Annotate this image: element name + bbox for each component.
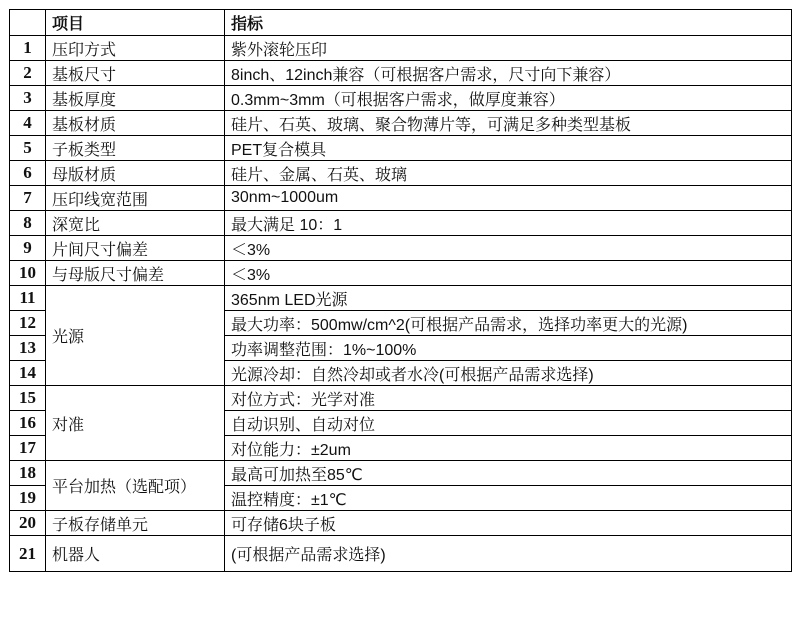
header-num [10, 10, 46, 36]
row-item-group-heating: 平台加热（选配项） [46, 461, 225, 511]
row-num: 21 [10, 536, 46, 572]
row-num: 19 [10, 486, 46, 511]
row-spec: 自动识别、自动对位 [225, 411, 792, 436]
table-row [10, 261, 792, 286]
table-row [10, 136, 792, 161]
row-item-group-light: 光源 [46, 286, 225, 386]
row-item: 片间尺寸偏差 [46, 236, 225, 261]
row-num: 6 [10, 161, 46, 186]
header-spec: 指标 [225, 10, 792, 36]
row-num: 20 [10, 511, 46, 536]
row-num: 18 [10, 461, 46, 486]
row-num: 9 [10, 236, 46, 261]
row-item: 基板材质 [46, 111, 225, 136]
row-item: 压印方式 [46, 36, 225, 61]
table-row [10, 86, 792, 111]
row-num: 7 [10, 186, 46, 211]
table-row [10, 111, 792, 136]
row-spec: 对位方式：光学对准 [225, 386, 792, 411]
row-spec: 温控精度：±1℃ [225, 486, 792, 511]
table-row [10, 236, 792, 261]
row-num: 12 [10, 311, 46, 336]
row-num: 4 [10, 111, 46, 136]
row-item: 基板厚度 [46, 86, 225, 111]
row-num: 10 [10, 261, 46, 286]
row-spec: 0.3mm~3mm（可根据客户需求，做厚度兼容） [225, 86, 792, 111]
row-num: 13 [10, 336, 46, 361]
row-spec: 光源冷却：自然冷却或者水冷(可根据产品需求选择) [225, 361, 792, 386]
row-item: 子板存储单元 [46, 511, 225, 536]
row-num: 11 [10, 286, 46, 311]
table-row [10, 386, 792, 411]
table-header-row [10, 10, 792, 36]
row-spec: 最大满足 10：1 [225, 211, 792, 236]
table-row [10, 461, 792, 486]
row-num: 2 [10, 61, 46, 86]
table-row [10, 61, 792, 86]
row-item: 基板尺寸 [46, 61, 225, 86]
row-num: 1 [10, 36, 46, 61]
row-spec: 硅片、石英、玻璃、聚合物薄片等，可满足多种类型基板 [225, 111, 792, 136]
table-row [10, 511, 792, 536]
row-item: 深宽比 [46, 211, 225, 236]
row-spec: 最高可加热至85℃ [225, 461, 792, 486]
header-item: 项目 [46, 10, 225, 36]
table-row [10, 186, 792, 211]
row-spec: 365nm LED光源 [225, 286, 792, 311]
row-spec: (可根据产品需求选择) [225, 536, 792, 572]
row-num: 8 [10, 211, 46, 236]
row-item: 压印线宽范围 [46, 186, 225, 211]
table-row [10, 536, 792, 572]
row-item-group-alignment: 对准 [46, 386, 225, 461]
table-row [10, 286, 792, 311]
row-spec: ＜3% [225, 261, 792, 286]
row-item: 机器人 [46, 536, 225, 572]
row-num: 15 [10, 386, 46, 411]
row-num: 14 [10, 361, 46, 386]
row-spec: 紫外滚轮压印 [225, 36, 792, 61]
row-spec: PET复合模具 [225, 136, 792, 161]
row-num: 17 [10, 436, 46, 461]
table-row [10, 36, 792, 61]
row-spec: 功率调整范围：1%~100% [225, 336, 792, 361]
spec-table [9, 9, 792, 572]
row-spec: 30nm~1000um [225, 186, 792, 211]
row-num: 16 [10, 411, 46, 436]
table-row [10, 211, 792, 236]
row-num: 5 [10, 136, 46, 161]
row-num: 3 [10, 86, 46, 111]
row-spec: ＜3% [225, 236, 792, 261]
row-spec: 硅片、金属、石英、玻璃 [225, 161, 792, 186]
row-item: 子板类型 [46, 136, 225, 161]
row-spec: 对位能力：±2um [225, 436, 792, 461]
table-row [10, 161, 792, 186]
row-item: 与母版尺寸偏差 [46, 261, 225, 286]
row-spec: 最大功率：500mw/cm^2(可根据产品需求，选择功率更大的光源) [225, 311, 792, 336]
row-spec: 8inch、12inch兼容（可根据客户需求，尺寸向下兼容） [225, 61, 792, 86]
row-spec: 可存储6块子板 [225, 511, 792, 536]
row-item: 母版材质 [46, 161, 225, 186]
